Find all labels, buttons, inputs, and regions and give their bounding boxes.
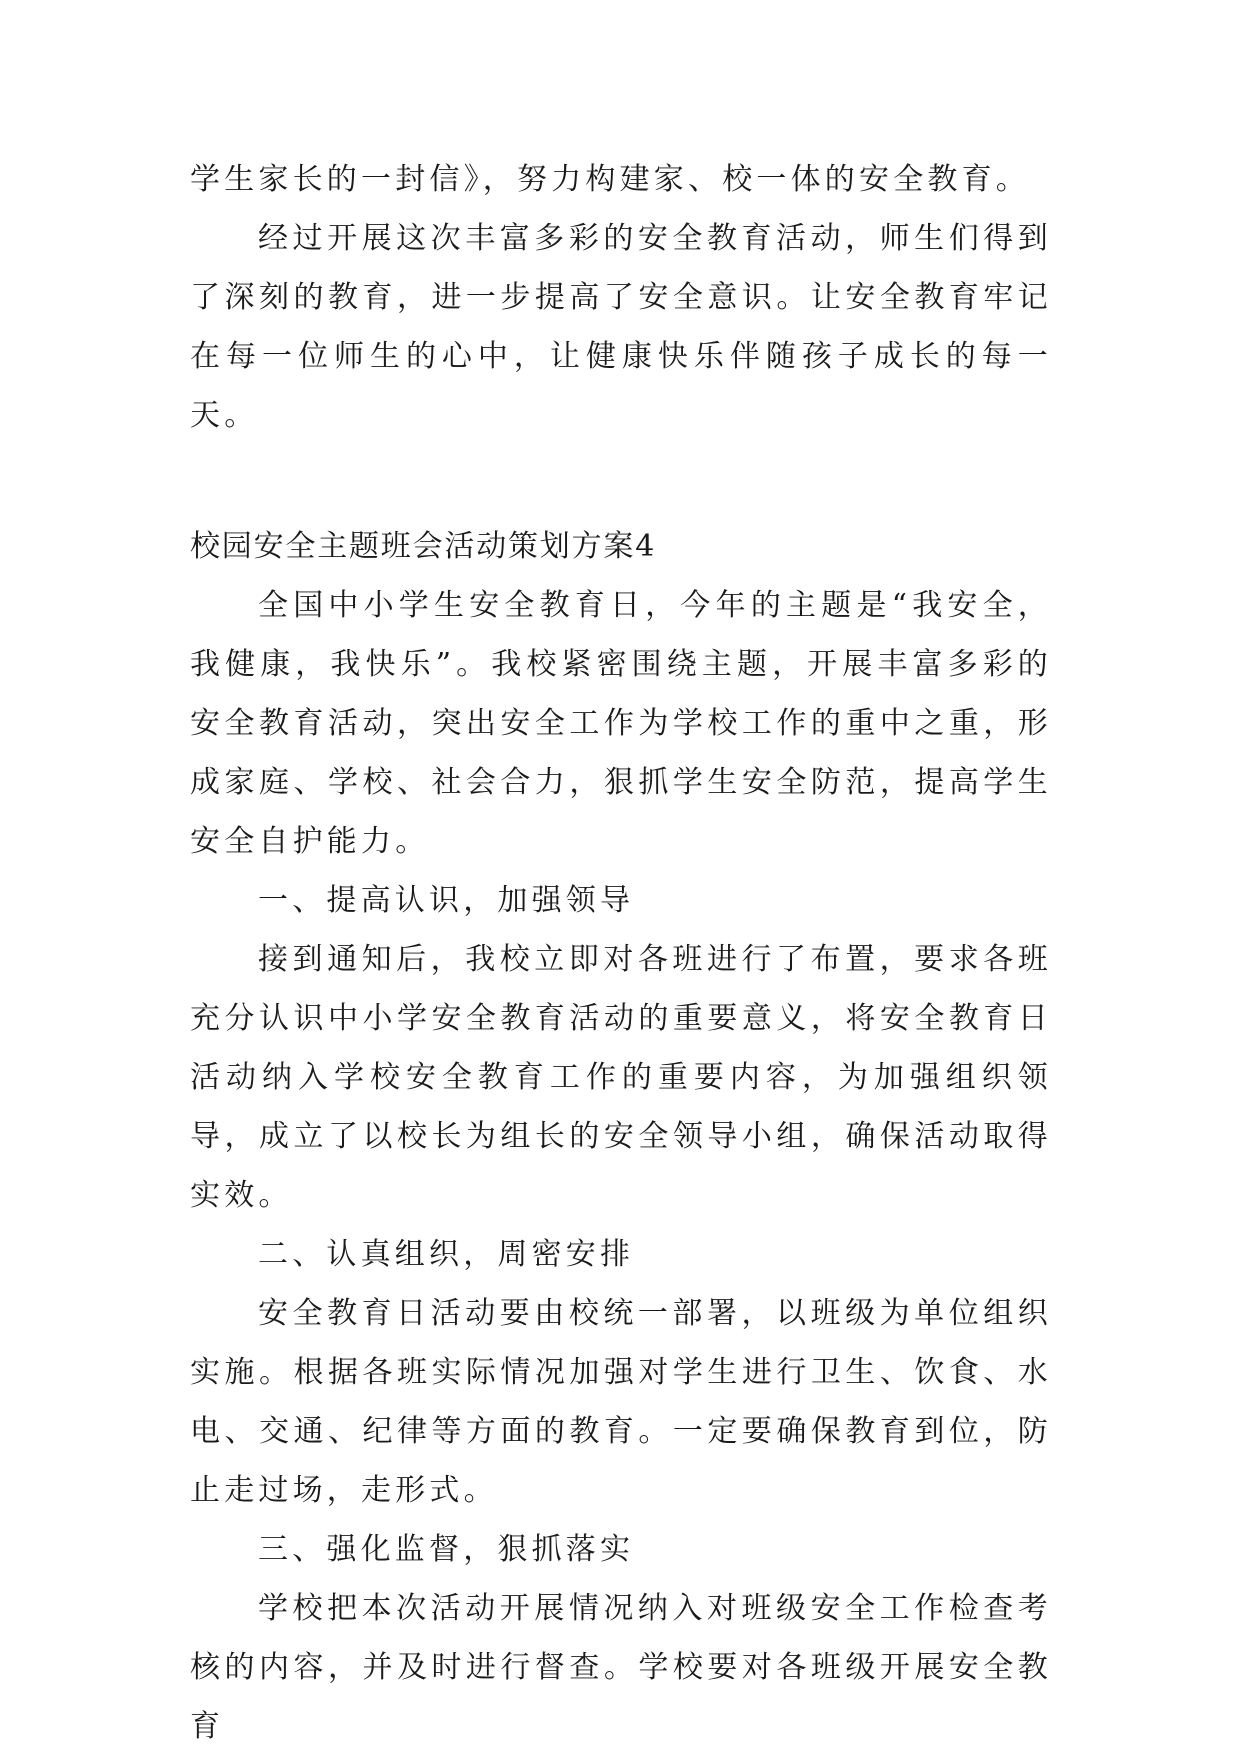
paragraph-leadership: 接到通知后，我校立即对各班进行了布置，要求各班充分认识中小学安全教育活动的重要意义，将安全教育日活动纳入学校安全教育工作的重要内容，为加强组织领导，成立了以校长为组长的安全领导小组，确保活动取得实效。 xyxy=(190,942,1052,1213)
section-title: 校园安全主题班会活动策划方案4 xyxy=(190,529,657,564)
heading-organize: 二、认真组织，周密安排 xyxy=(258,1237,635,1272)
paragraph-organize: 安全教育日活动要由校统一部署，以班级为单位组织实施。根据各班实际情况加强对学生进行卫生、饮食、水电、交通、纪律等方面的教育。一定要确保教育到位，防止走过场，走形式。 xyxy=(190,1296,1052,1508)
paragraph-letter-continuation: 学生家长的一封信》，努力构建家、校一体的安全教育。 xyxy=(190,162,1030,197)
paragraph-supervision: 学校把本次活动开展情况纳入对班级安全工作检查考核的内容，并及时进行督查。学校要对各班级开展安全教育 xyxy=(190,1591,1052,1744)
paragraph-intro: 全国中小学生安全教育日，今年的主题是“我安全，我健康，我快乐”。我校紧密围绕主题，开展丰富多彩的安全教育活动，突出安全工作为学校工作的重中之重，形成家庭、学校、社会合力，狠抓学生安全防范，提高学生安全自护能力。 xyxy=(190,588,1052,859)
section-spacer xyxy=(190,445,1052,517)
heading-supervision: 三、强化监督，狠抓落实 xyxy=(258,1532,635,1567)
document-body xyxy=(190,150,1052,1756)
heading-improve-awareness: 一、提高认识，加强领导 xyxy=(258,883,635,918)
paragraph-activity-summary: 经过开展这次丰富多彩的安全教育活动，师生们得到了深刻的教育，进一步提高了安全意识。让安全教育牢记在每一位师生的心中，让健康快乐伴随孩子成长的每一天。 xyxy=(190,221,1052,433)
